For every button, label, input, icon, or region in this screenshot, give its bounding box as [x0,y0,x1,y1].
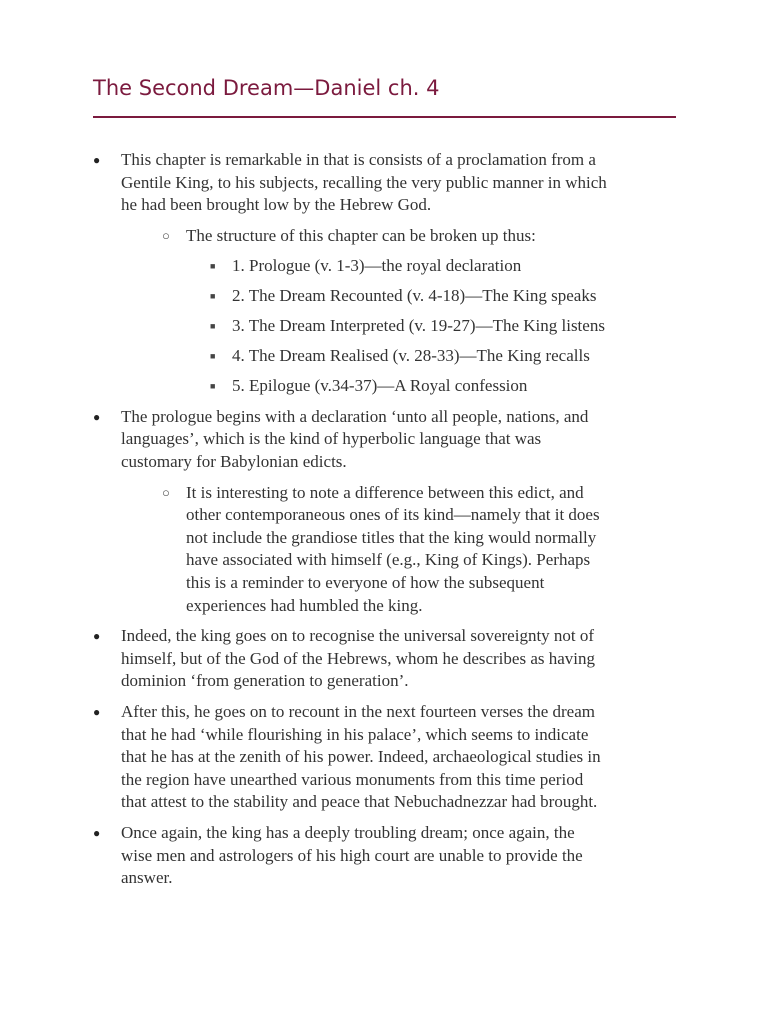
bullet-disc-icon: ● [93,825,101,840]
bullet-square-icon: ■ [210,290,216,301]
list-item-text-line: Gentile King, to his subjects, recalling the very public manner in which [121,172,607,192]
title-divider [93,116,676,118]
list-item-text-line: The structure of this chapter can be broken up thus: [186,225,536,245]
list-item-text-line: customary for Babylonian edicts. [121,452,347,472]
list-item-text-line: 1. Prologue (v. 1-3)—the royal declaration [232,255,522,275]
list-item-text-line: This chapter is remarkable in that is consists of a proclamation from a [121,150,596,169]
list-item-text-line: languages’, which is the kind of hyperbolic language that was [121,429,542,449]
list-item-level-2 [93,225,676,248]
bullet-disc-icon: ● [93,629,101,644]
list-item-text-line: that he had ‘while flourishing in his palace’, which seems to indicate [121,724,589,744]
list-item-text-line: that he has at the zenith of his power. Indeed, archaeological studies in [121,747,601,767]
bullet-disc-icon: ● [93,153,101,167]
bullet-square-icon: ■ [210,351,216,362]
bullet-circle-icon: ○ [162,227,170,243]
list-item-text-line: this is a reminder to everyone of how the subsequent [186,573,545,592]
page-title: The Second Dream—Daniel ch. 4 [93,76,440,100]
list-item-level-3 [93,315,676,338]
bullet-square-icon: ■ [210,321,216,332]
list-item-text-line: himself, but of the God of the Hebrews, whom he describes as having [121,648,595,668]
list-item-text-line: experiences had humbled the king. [186,595,423,615]
list-item-text-line: 5. Epilogue (v.34-37)—A Royal confession [232,376,528,396]
list-item-text-line: 2. The Dream Recounted (v. 4-18)—The King speaks [232,285,597,305]
bullet-square-icon: ■ [210,381,216,392]
list-item-level-3 [93,255,676,278]
list-item-text-line: that attest to the stability and peace that Nebuchadnezzar had brought. [121,792,598,812]
list-item-text-line: have associated with himself (e.g., King of Kings). Perhaps [186,550,591,570]
list-item-level-3 [93,285,676,308]
list-item-text-line: answer. [121,868,173,888]
list-item-text-line: other contemporaneous ones of its kind—namely that it does [186,505,600,525]
list-item-text-line: he had been brought low by the Hebrew God. [121,195,432,215]
list-item-text-line: Indeed, the king goes on to recognise the universal sovereignty not of [121,626,595,646]
list-item-text-line: It is interesting to note a difference between this edict, and [186,482,584,502]
list-item-level-3 [93,345,676,368]
bullet-disc-icon: ● [93,409,101,424]
bullet-circle-icon: ○ [162,484,170,500]
list-item-text-line: Once again, the king has a deeply troubling dream; once again, the [121,822,575,842]
list-item-text-line: wise men and astrologers of his high court are unable to provide the [121,845,583,865]
bullet-disc-icon: ● [93,704,101,719]
bullet-square-icon: ■ [210,260,216,271]
list-item-text-line: 3. The Dream Interpreted (v. 19-27)—The King listens [232,316,605,336]
list-item-text-line: 4. The Dream Realised (v. 28-33)—The King recalls [232,346,590,366]
list-item-text-line: The prologue begins with a declaration ‘unto all people, nations, and [121,406,589,426]
list-item-level-3 [93,375,676,398]
list-item-text-line: the region have unearthed various monuments from this time period [121,769,584,789]
list-item-text-line: After this, he goes on to recount in the next fourteen verses the dream [121,701,595,721]
list-item-level-1 [93,149,676,217]
list-item-level-1 [93,822,676,890]
list-item-level-2 [93,482,676,618]
list-item-text-line: dominion ‘from generation to generation’. [121,671,409,691]
list-item-level-1 [93,406,676,474]
bullet-list [93,149,676,890]
list-item-level-1 [93,625,676,693]
list-item-text-line: not include the grandiose titles that the king would normally [186,527,597,547]
list-item-level-1 [93,701,676,814]
